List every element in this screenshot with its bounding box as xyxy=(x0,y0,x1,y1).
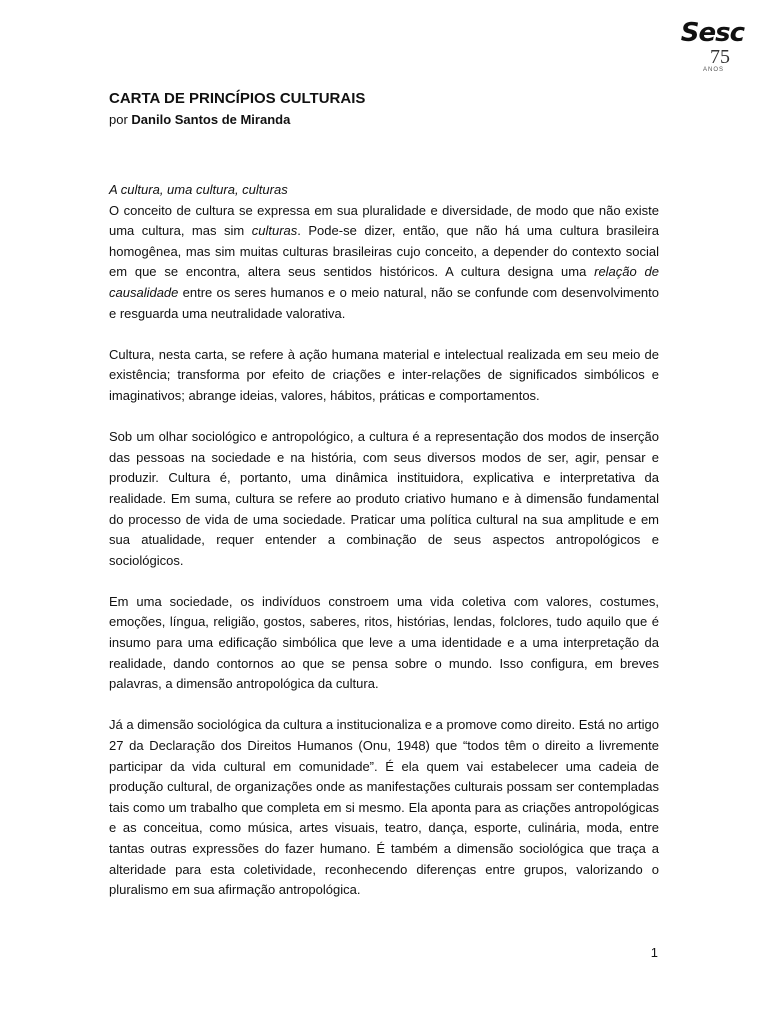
section-title: A cultura, uma cultura, culturas xyxy=(109,182,288,197)
paragraph-text: Em uma sociedade, os indivíduos constroem uma vida coletiva com valores, costumes, emoções, língua, religião, gostos, saberes, ritos, histórias, lendas, folclores, tudo aquilo que é insumo para uma edificação simbólica que leve a uma identidade e a uma interpretação da realidade, dando contornos ao que se pensa sobre o mundo. Isso configura, em breves palavras, a dimensão antropológica da cultura. xyxy=(109,593,659,692)
body-paragraph xyxy=(109,345,659,407)
body-paragraph xyxy=(109,427,659,571)
paragraph-text: . Pode-se dizer, então, que não há uma cultura brasileira homogênea, mas sim muitas culturas brasileiras cujo conceito, a depender do contexto social em que se encontra, altera seus sentidos históricos. A cultura designa uma xyxy=(109,223,659,280)
author-byline xyxy=(109,110,659,130)
logo-anniversary-number: 75 xyxy=(710,46,730,68)
logo-anos-label: ANOS xyxy=(702,67,724,73)
paragraph-text: Cultura, nesta carta, se refere à ação humana material e intelectual realizada em seu meio de existência; transforma por efeito de criações e inter-relações de significados simbólicos e imaginativos; abrange ideias, valores, hábitos, práticas e comportamentos. xyxy=(109,346,659,403)
logo-wordmark: Sesc xyxy=(680,18,744,48)
document-body xyxy=(109,88,659,921)
paragraph-text: Sob um olhar sociológico e antropológico, a cultura é a representação dos modos de inserção das pessoas na sociedade e na história, com seus diversos modos de ser, agir, pensar e produzir. Cultura é, portanto, uma dinâmica instituidora, explicativa e interpretativa da realidade. Em suma, cultura se refere ao produto criativo humano e à dimensão fundamental do processo de vida de uma sociedade. Praticar uma política cultural na sua amplitude e em sua atualidade, requer entender a combinação de seus aspectos antropológicos e sociológicos. xyxy=(109,429,659,568)
page-number: 1 xyxy=(650,945,658,960)
body-paragraph xyxy=(109,592,659,695)
paragraph-text: O conceito de cultura se expressa em sua pluralidade e diversidade, de modo que não existe uma cultura, mas sim xyxy=(109,202,659,239)
body-paragraph xyxy=(109,715,659,900)
document-title: CARTA DE PRINCÍPIOS CULTURAIS xyxy=(109,90,366,107)
author-name: Danilo Santos de Miranda xyxy=(131,112,291,127)
sesc-75-anos-logo xyxy=(654,18,744,82)
paragraph-text: Já a dimensão sociológica da cultura a institucionaliza e a promove como direito. Está no artigo 27 da Declaração dos Direitos Humanos (Onu, 1948) que “todos têm o direito a livremente participar da vida cultural em comunidade”. É ela quem vai estabelecer uma cadeia de produção cultural, de organizações onde as manifestações culturais possam ser contempladas tais como um trabalho que completa em si mesmo. Ela aponta para as criações antropológicas e as conceitua, como música, artes visuais, teatro, dança, esporte, culinária, moda, entre tantas outras expressões do fazer humano. É também a dimensão sociológica que traça a alteridade para esta coletividade, reconhecendo diferenças entre grupos, valorizando o pluralismo em sua afirmação antropológica. xyxy=(109,717,659,898)
italic-phrase: culturas xyxy=(251,223,298,239)
body-paragraph xyxy=(109,201,659,325)
paragraph-list xyxy=(109,201,659,901)
paragraph-text: entre os seres humanos e o meio natural, não se confunde com desenvolvimento e resguarda uma neutralidade valorativa. xyxy=(109,284,659,321)
italic-phrase: relação de causalidade xyxy=(109,264,659,300)
byline-prefix: por xyxy=(109,112,132,127)
